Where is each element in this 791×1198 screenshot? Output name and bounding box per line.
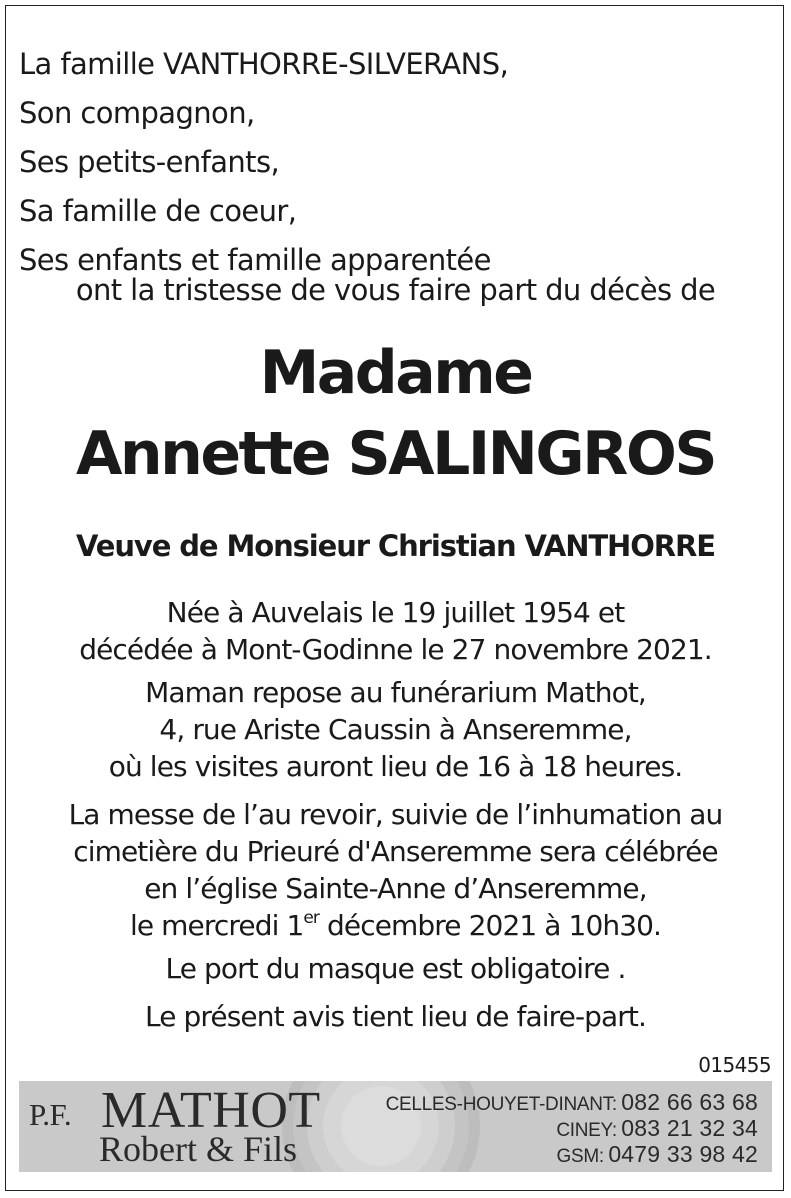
rest-line: Maman repose au funérarium Mathot,	[145, 676, 646, 709]
logo-prefix: P.F.	[29, 1097, 72, 1132]
contact-label: CELLES-HOUYET-DINANT:	[385, 1094, 617, 1115]
birth-death-block	[0, 594, 791, 668]
family-line: Ses enfants et famille apparentée	[19, 243, 491, 277]
mass-line: cimetière du Prieuré d'Anseremme sera célébrée	[73, 835, 718, 868]
contact-phone: 083 21 32 34	[621, 1115, 758, 1141]
contact-phone: 0479 33 98 42	[608, 1141, 758, 1167]
mask-notice	[0, 950, 791, 987]
rest-place-block	[0, 674, 791, 785]
mass-block	[0, 796, 791, 944]
widow-line: Veuve de Monsieur Christian VANTHORRE	[76, 529, 715, 563]
rest-line: où les visites auront lieu de 16 à 18 heures.	[108, 750, 683, 783]
logo-name: MATHOT	[101, 1082, 321, 1139]
mask-line: Le port du masque est obligatoire .	[165, 952, 626, 985]
logo-subtitle: Robert & Fils	[99, 1129, 298, 1169]
deceased-title: Madame	[259, 338, 532, 408]
contact-phone: 082 66 63 68	[621, 1089, 758, 1115]
family-list	[19, 40, 508, 285]
family-line: La famille VANTHORRE-SILVERANS,	[19, 47, 509, 81]
contact-row	[386, 1115, 758, 1141]
family-line: Sa famille de coeur,	[19, 194, 297, 228]
contact-row	[386, 1141, 758, 1167]
mass-line: en l’église Sainte-Anne d’Anseremme,	[144, 872, 647, 905]
mass-date-suffix: décembre 2021 à 10h30.	[319, 909, 662, 942]
death-line: décédée à Mont-Godinne le 27 novembre 2021.	[79, 633, 712, 666]
rest-line: 4, rue Ariste Caussin à Anseremme,	[159, 713, 632, 746]
family-line: Ses petits-enfants,	[19, 145, 280, 179]
mass-line: La messe de l’au revoir, suivie de l’inhumation au	[68, 798, 723, 831]
contact-list	[386, 1089, 758, 1167]
closing-notice	[0, 998, 791, 1035]
mass-date-line	[0, 907, 791, 944]
announcement-text: ont la tristesse de vous faire part du décès de	[75, 273, 716, 307]
contact-label: CINEY:	[556, 1120, 617, 1141]
mass-date-ordinal: er	[303, 908, 320, 928]
contact-row	[386, 1089, 758, 1115]
contact-label: GSM:	[556, 1146, 604, 1167]
reference-number: 015455	[698, 1053, 771, 1077]
funeral-home-banner	[19, 1081, 772, 1172]
family-line: Son compagnon,	[19, 96, 255, 130]
birth-line: Née à Auvelais le 19 juillet 1954 et	[166, 596, 625, 629]
deceased-name: Annette SALINGROS	[75, 419, 716, 489]
mass-date-prefix: le mercredi 1	[129, 909, 304, 942]
closing-line: Le présent avis tient lieu de faire-part.	[145, 1000, 646, 1033]
